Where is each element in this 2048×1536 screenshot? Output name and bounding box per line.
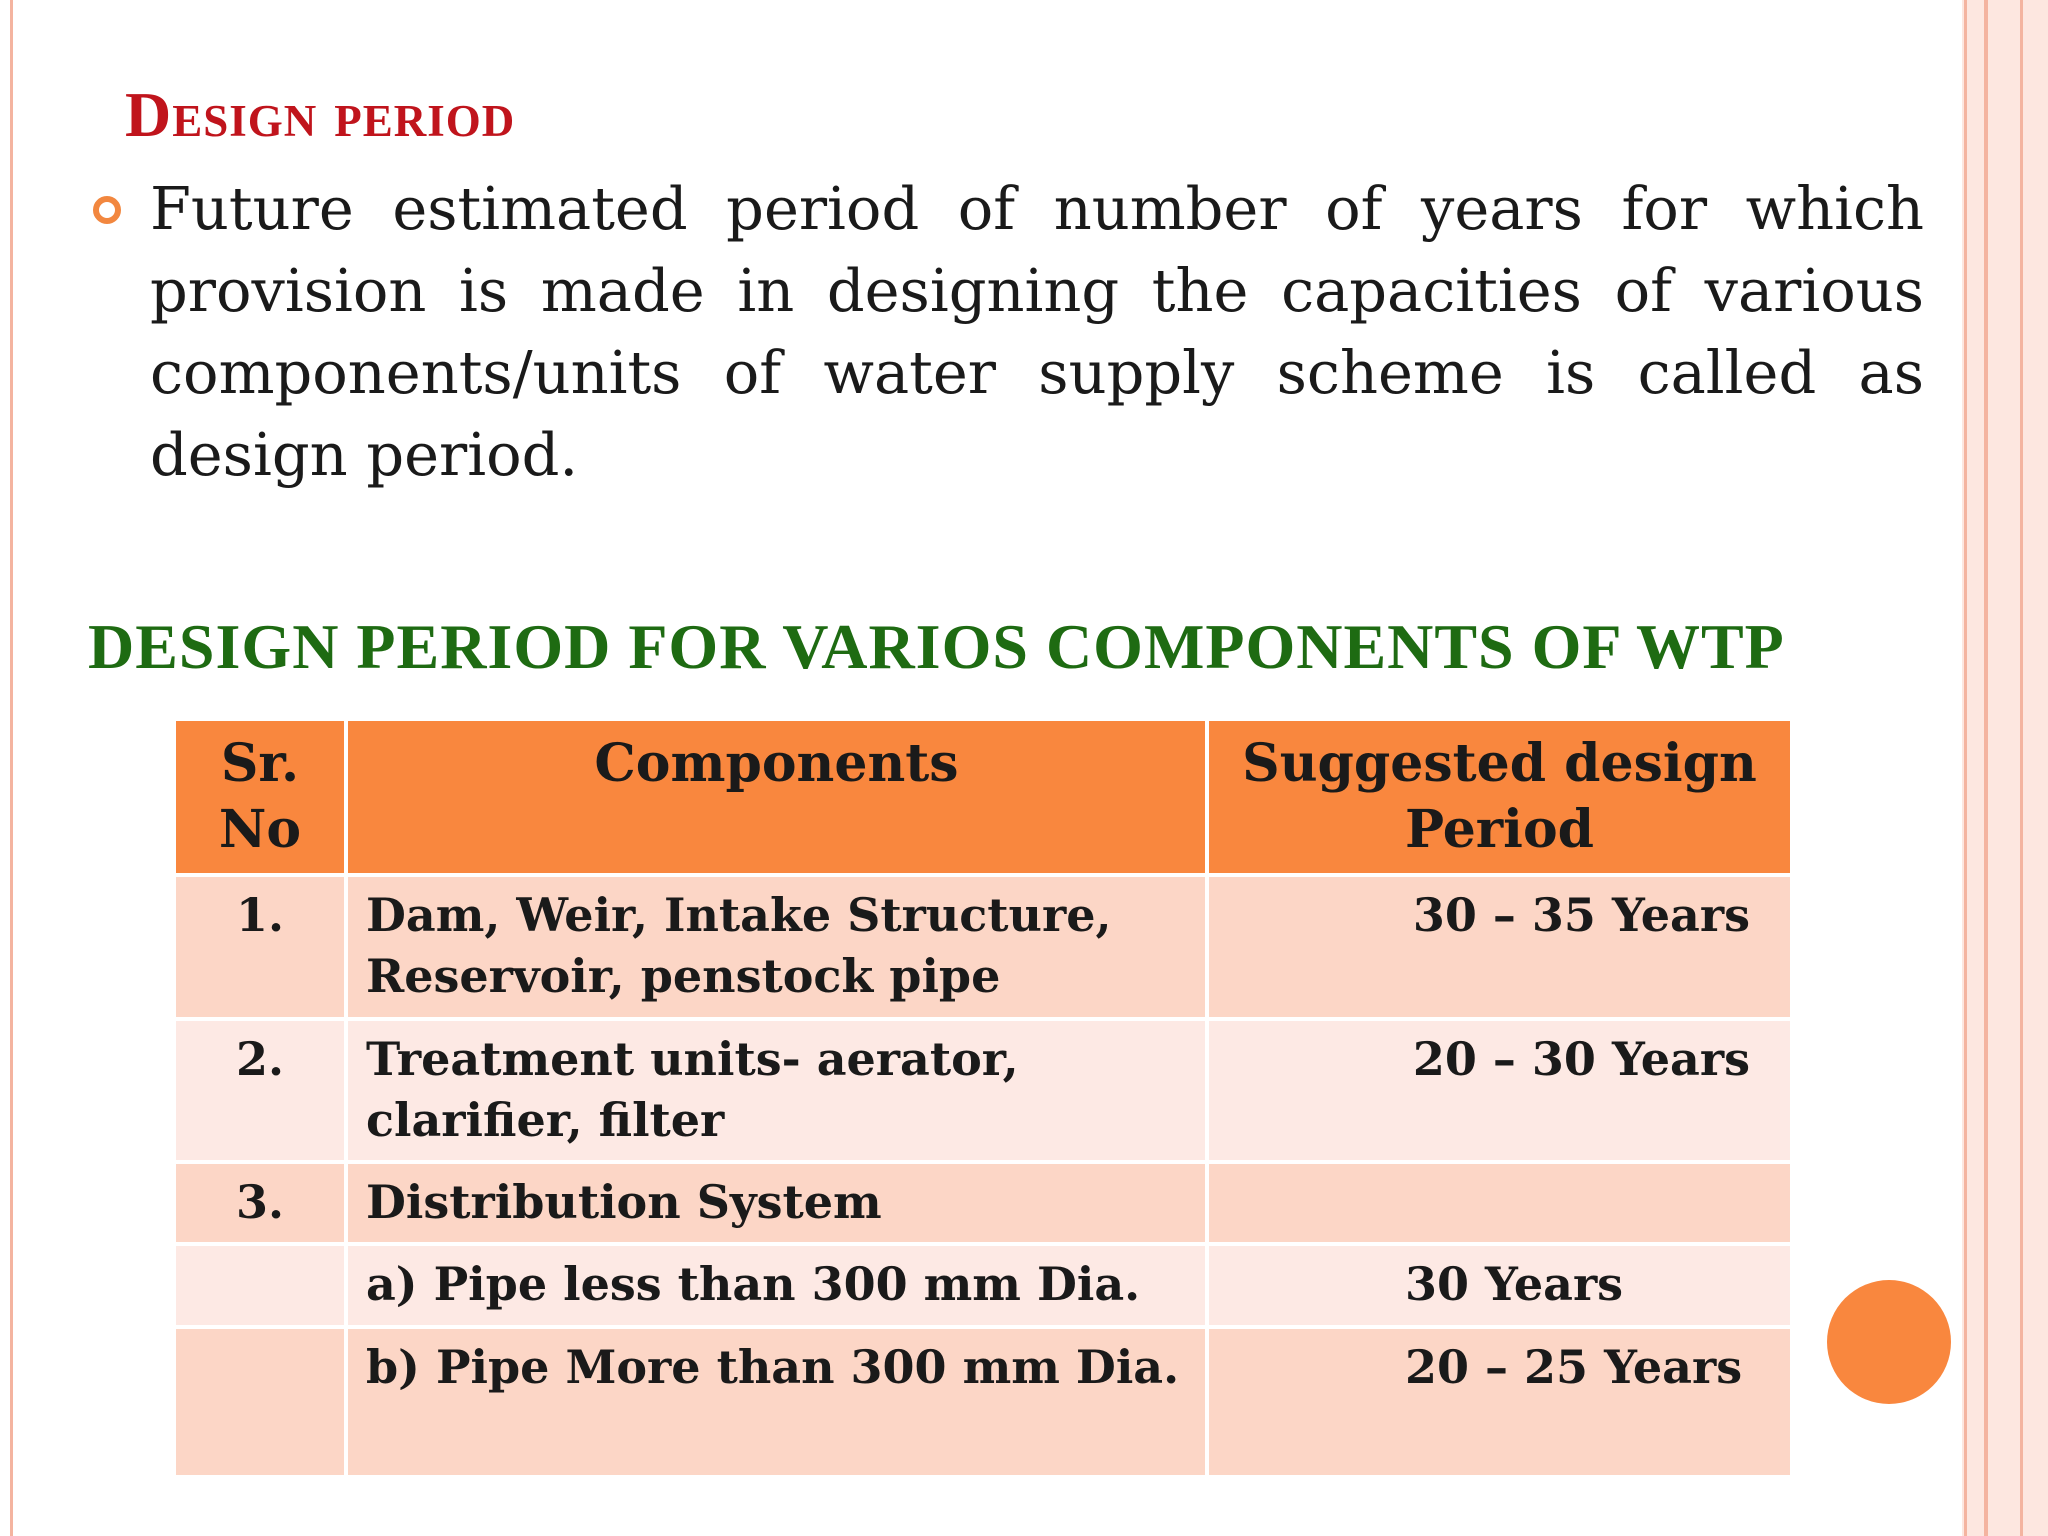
cell-component: a) Pipe less than 300 mm Dia. — [346, 1244, 1207, 1327]
cell-component: Dam, Weir, Intake Structure, Reservoir, penstock pipe — [346, 875, 1207, 1019]
decorative-circle — [1827, 1280, 1951, 1404]
cell-period: 20 – 25 Years — [1207, 1327, 1792, 1477]
cell-sr: 3. — [174, 1162, 346, 1244]
frame-right-line — [1964, 0, 1967, 1536]
table-row — [174, 1162, 1792, 1244]
bullet-paragraph: Future estimated period of number of years for which provision is made in designing the capacities of various components/units of water supply scheme is called as design period. — [150, 174, 1924, 489]
table-row — [174, 1019, 1792, 1162]
cell-component: b) Pipe More than 300 mm Dia. — [346, 1327, 1207, 1477]
cell-component: Treatment units- aerator, clarifier, filter — [346, 1019, 1207, 1162]
cell-sr — [174, 1327, 346, 1477]
frame-left-line — [10, 0, 13, 1536]
frame-right-band — [1962, 0, 2048, 1536]
table-header-row — [174, 719, 1792, 875]
table-heading: DESIGN PERIOD FOR VARIOS COMPONENTS OF WTP — [88, 611, 1785, 682]
cell-sr: 2. — [174, 1019, 346, 1162]
cell-period: 20 – 30 Years — [1207, 1019, 1792, 1162]
table-row — [174, 875, 1792, 1019]
header-components: Components — [346, 719, 1207, 875]
frame-right-line — [1984, 0, 1988, 1536]
table-row — [174, 1327, 1792, 1477]
frame-right-line — [2020, 0, 2023, 1536]
cell-component: Distribution System — [346, 1162, 1207, 1244]
cell-period — [1207, 1162, 1792, 1244]
cell-period: 30 – 35 Years — [1207, 875, 1792, 1019]
header-period: Suggested design Period — [1207, 719, 1792, 875]
table-row — [174, 1244, 1792, 1327]
cell-sr: 1. — [174, 875, 346, 1019]
cell-sr — [174, 1244, 346, 1327]
bullet-circle-icon — [93, 196, 121, 224]
header-sr-no: Sr. No — [174, 719, 346, 875]
design-period-table — [172, 717, 1794, 1479]
cell-period: 30 Years — [1207, 1244, 1792, 1327]
slide-title: Design period — [125, 79, 516, 150]
